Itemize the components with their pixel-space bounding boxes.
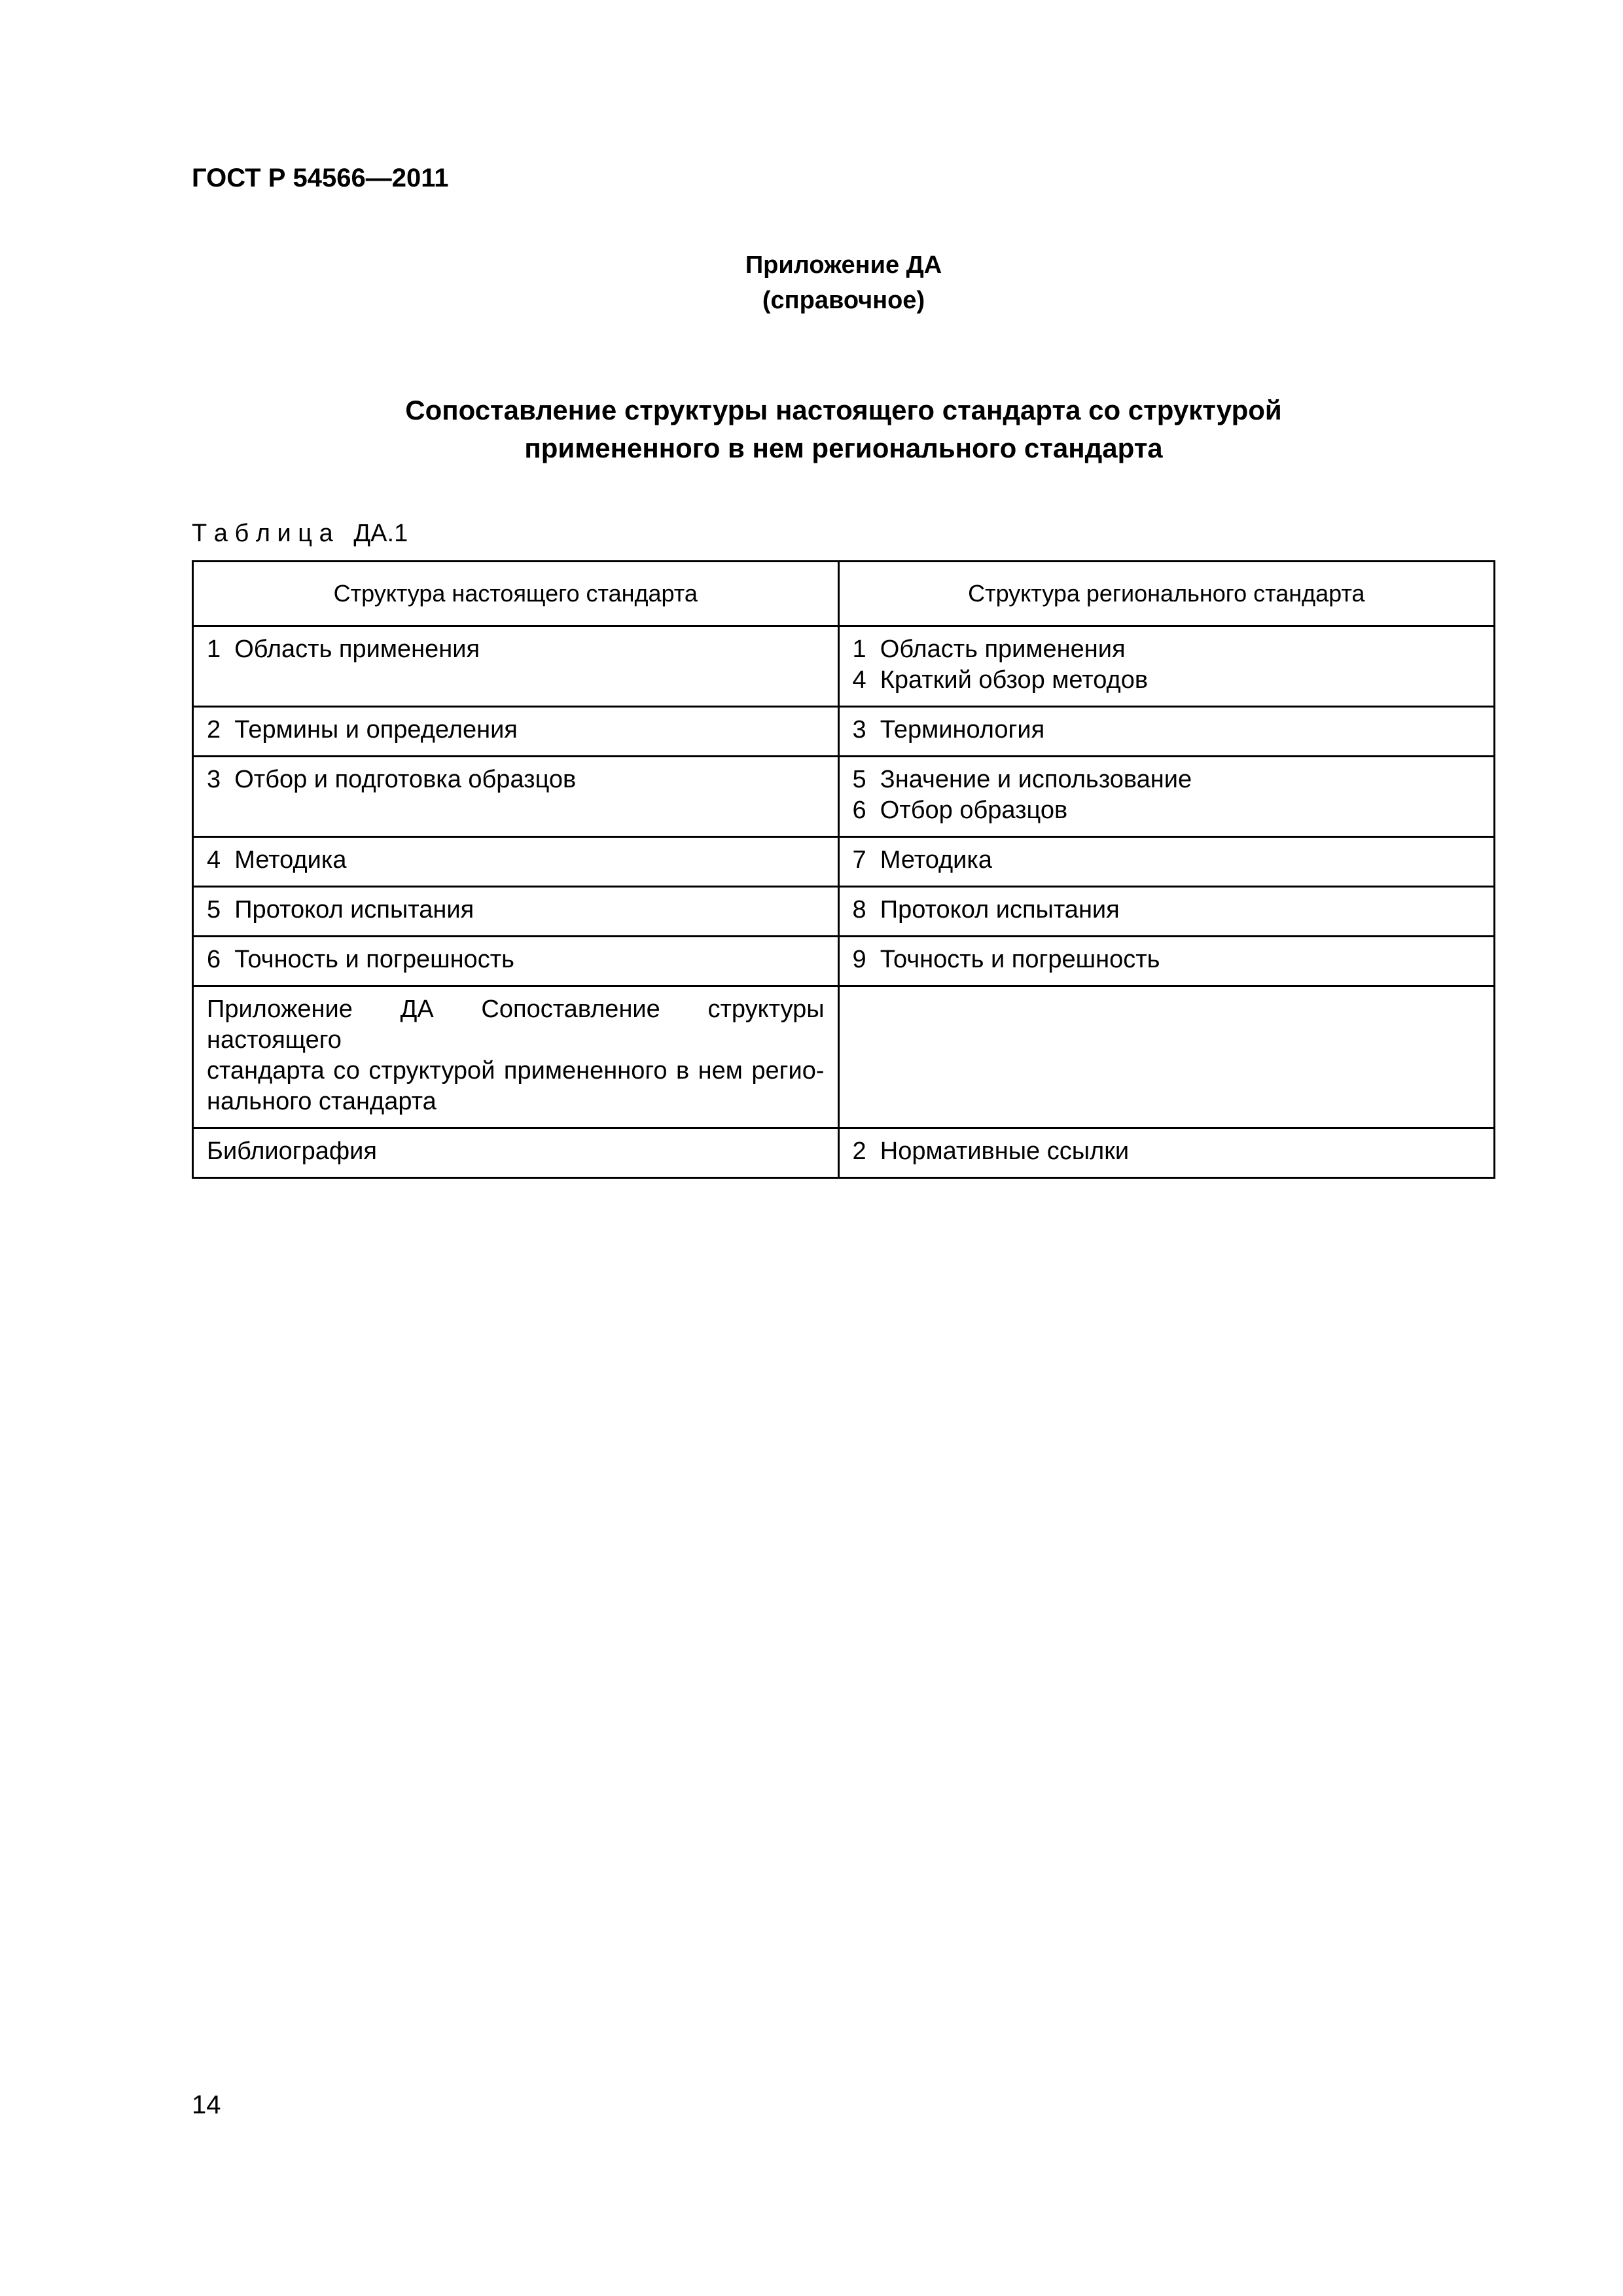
cell-line: 6 Отбор образцов xyxy=(852,797,1068,824)
page-number: 14 xyxy=(192,2090,221,2119)
table-row xyxy=(193,707,1495,757)
appendix-subtitle: (справочное) xyxy=(762,287,925,314)
table-row xyxy=(193,626,1495,707)
cell-line: 2 Термины и определения xyxy=(207,716,518,744)
table-header-row xyxy=(193,562,1495,626)
table-cell xyxy=(838,837,1494,887)
cell-line: нального стандарта xyxy=(207,1088,437,1115)
comparison-table-body xyxy=(193,626,1495,1178)
cell-line: 2 Нормативные ссылки xyxy=(852,1138,1130,1165)
comparison-table-head xyxy=(193,562,1495,626)
cell-line: 5 Протокол испытания xyxy=(207,896,474,924)
cell-line: 7 Методика xyxy=(852,846,993,874)
table-cell xyxy=(838,986,1494,1128)
table-row xyxy=(193,837,1495,887)
table-cell xyxy=(193,937,839,986)
appendix-heading xyxy=(192,247,1495,318)
cell-line: 4 Краткий обзор методов xyxy=(852,666,1149,694)
table-header-right: Структура регионального стандарта xyxy=(838,562,1494,626)
table-cell xyxy=(193,626,839,707)
table-cell xyxy=(193,1128,839,1178)
cell-line: 8 Протокол испытания xyxy=(852,896,1120,924)
table-cell xyxy=(838,626,1494,707)
table-cell xyxy=(193,887,839,937)
table-cell xyxy=(838,757,1494,837)
section-title xyxy=(192,391,1495,467)
table-cell xyxy=(193,757,839,837)
table-row xyxy=(193,887,1495,937)
table-header-left: Структура настоящего стандарта xyxy=(193,562,839,626)
appendix-title: Приложение ДА xyxy=(745,251,942,279)
section-title-line-2: примененного в нем регионального стандарта xyxy=(524,433,1163,463)
table-cell xyxy=(838,1128,1494,1178)
table-cell xyxy=(838,937,1494,986)
table-row xyxy=(193,757,1495,837)
table-row xyxy=(193,986,1495,1128)
cell-line: 9 Точность и погрешность xyxy=(852,946,1160,973)
cell-line: 4 Методика xyxy=(207,846,347,874)
cell-line: 5 Значение и использование xyxy=(852,766,1192,793)
table-cell xyxy=(193,837,839,887)
table-row xyxy=(193,937,1495,986)
cell-line: 1 Область применения xyxy=(207,636,480,663)
section-title-line-1: Сопоставление структуры настоящего стандарта со структурой xyxy=(405,395,1282,425)
cell-line: 6 Точность и погрешность xyxy=(207,946,514,973)
table-row xyxy=(193,1128,1495,1178)
table-cell xyxy=(193,707,839,757)
table-cell xyxy=(838,887,1494,937)
table-cell xyxy=(193,986,839,1128)
table-cell xyxy=(838,707,1494,757)
cell-line: стандарта со структурой примененного в нем регио- xyxy=(207,1057,825,1085)
doc-number: ГОСТ Р 54566—2011 xyxy=(192,164,449,192)
table-label: Т а б л и ц а ДА.1 xyxy=(192,520,408,547)
cell-line: 3 Отбор и подготовка образцов xyxy=(207,766,577,793)
page-content xyxy=(192,162,1495,1179)
comparison-table xyxy=(192,560,1495,1179)
cell-line: 3 Терминология xyxy=(852,716,1045,744)
cell-line: 1 Область применения xyxy=(852,636,1126,663)
cell-line: Приложение ДА Сопоставление структуры настоящего xyxy=(207,996,825,1054)
cell-line: Библиография xyxy=(207,1138,377,1165)
